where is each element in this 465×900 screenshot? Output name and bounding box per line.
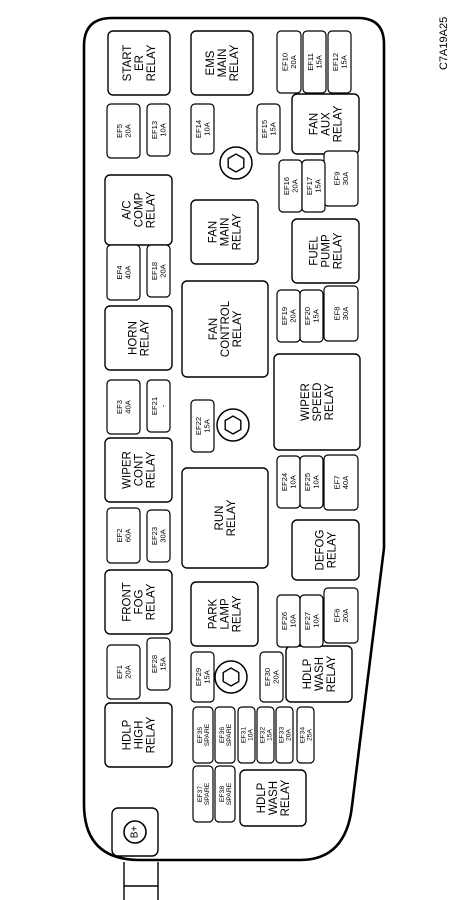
stud-center xyxy=(217,409,249,441)
stud-right xyxy=(215,661,247,693)
stud-left-hex xyxy=(228,154,244,172)
relay-label-defog: DEFOGRELAY xyxy=(314,529,339,571)
fuse-label-ef13: EF1310A xyxy=(150,120,168,140)
relay-label-wiper-speed: WIPERSPEEDRELAY xyxy=(300,382,337,422)
relay-label-fan-control: FANCONTROLRELAY xyxy=(208,300,245,358)
fuse-label-ef15: EF1515A xyxy=(260,119,278,139)
relay-label-starter: STARTERRELAY xyxy=(122,44,159,82)
relay-label-hdlp-high: HDLPHIGHRELAY xyxy=(121,716,158,754)
fuse-label-ef17: EF1715A xyxy=(305,176,323,196)
fuse-label-ef24: EF2410A xyxy=(280,472,298,492)
relay-label-hdlp-wash-2: HDLPWASHRELAY xyxy=(256,779,293,817)
fuse-label-ef3: EF340A xyxy=(115,400,133,414)
mounting-tab xyxy=(124,862,158,900)
stud-right-hex xyxy=(223,668,239,686)
fuse-label-ef18: EF1820A xyxy=(150,261,168,281)
fuse-label-ef20: EF2015A xyxy=(303,306,321,326)
fuse-label-ef23: EF2330A xyxy=(150,526,168,546)
b-plus-label: B+ xyxy=(129,825,141,839)
figure-code: C7A19A25 xyxy=(438,16,450,70)
relay-label-ac-comp: A/CCOMPRELAY xyxy=(121,191,158,229)
fuse-label-ef12: EF1215A xyxy=(331,52,349,72)
fuse-label-ef8: EF830A xyxy=(332,306,350,321)
fuse-label-ef26: EF2610A xyxy=(280,611,298,631)
fuse-label-ef33: EF3320A xyxy=(278,726,293,744)
relay-label-horn: HORNRELAY xyxy=(127,319,152,357)
relay-label-park-lamp: PARKLAMPRELAY xyxy=(207,595,244,633)
fuse-label-ef34: EF3425A xyxy=(299,726,314,744)
relay-label-fuel-pump: FUELPUMPRELAY xyxy=(308,232,345,270)
fuse-label-ef2: EF260A xyxy=(115,528,133,543)
relay-label-wiper-cont: WIPERCONTRELAY xyxy=(121,451,158,489)
fuse-label-ef36: EF36SPARE xyxy=(218,723,233,747)
relay-label-front-fog: FRONTFOGRELAY xyxy=(121,582,158,622)
fuse-label-ef19: EF1920A xyxy=(280,306,298,326)
fuse-label-ef25: EF2510A xyxy=(303,472,321,492)
fuse-label-ef35: EF35SPARE xyxy=(196,723,211,747)
fuse-label-ef14: EF1410A xyxy=(194,119,212,139)
fuse-label-ef22: EF2215A xyxy=(194,416,212,436)
fuse-label-ef30: EF3020A xyxy=(263,667,281,687)
fuse-label-ef37: EF37SPARE xyxy=(196,782,211,806)
fuse-label-ef16: EF1620A xyxy=(282,176,300,196)
fuse-label-ef4: EF440A xyxy=(115,265,133,280)
fuse-label-ef11: EF1115A xyxy=(306,53,324,71)
stud-left xyxy=(220,147,252,179)
fuse-label-ef5: EF520A xyxy=(115,124,133,138)
fuse-label-ef1: EF120A xyxy=(115,665,133,679)
relay-label-ems-main: EMSMAINRELAY xyxy=(205,44,242,82)
stud-center-hex xyxy=(225,416,241,434)
relay-label-hdlp-wash-1: HDLPWASHRELAY xyxy=(302,655,339,693)
fuse-label-ef6: EF620A xyxy=(332,608,350,623)
fuse-label-ef28: EF2815A xyxy=(150,654,168,674)
fuse-label-ef10: EF1020A xyxy=(280,52,298,72)
relay-label-fan-main: FANMAINRELAY xyxy=(207,213,244,251)
fuse-label-ef9: EF930A xyxy=(332,171,350,186)
fuse-label-ef31: EF3110A xyxy=(240,726,255,744)
fuse-label-ef29: EF2915A xyxy=(194,667,212,687)
fuse-label-ef32: EF3215A xyxy=(259,726,274,744)
fuse-label-ef7: EF740A xyxy=(332,475,350,490)
relay-label-fan-aux: FANAUXRELAY xyxy=(308,105,345,143)
relay-label-run: RUNRELAY xyxy=(214,499,239,537)
fuse-label-ef38: EF38SPARE xyxy=(218,782,233,806)
fuse-label-ef27: EF2710A xyxy=(303,611,321,631)
fuse-label-ef21: EF21- xyxy=(150,396,168,416)
